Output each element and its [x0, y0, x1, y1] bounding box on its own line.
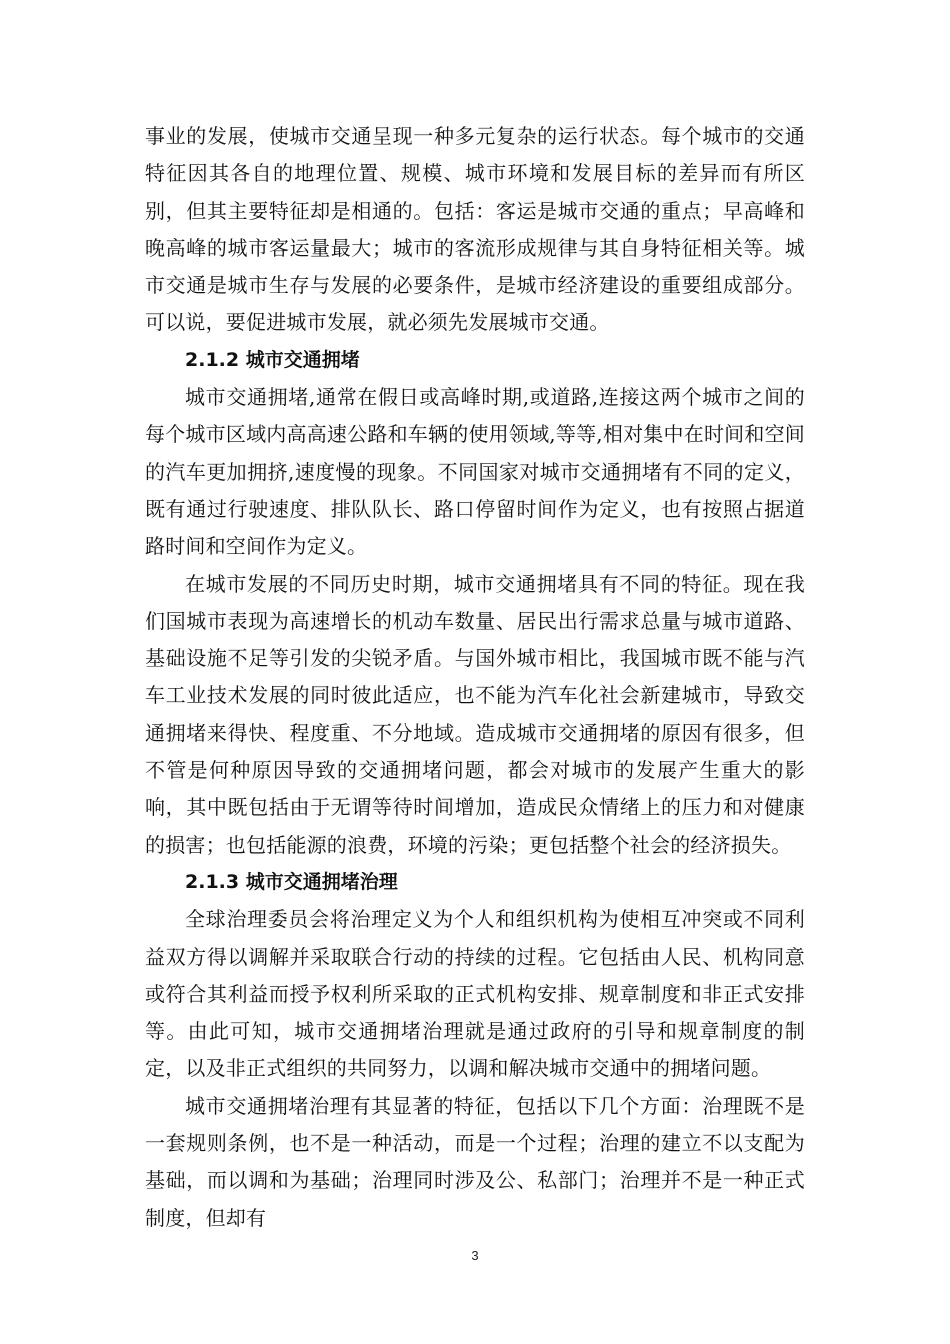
paragraph-urban-traffic-features: 事业的发展，使城市交通呈现一种多元复杂的运行状态。每个城市的交通特征因其各自的地理位置、规模、城市环境和发展目标的差异而有所区别，但其主要特征却是相通的。包括：客运是城市交通的重点；早高峰和晚高峰的城市客运量最大；城市的客流形成规律与其自身特征相关等。城市交通是城市生存与发展的必要条件，是城市经济建设的重要组成部分。可以说，要促进城市发展，就必须先发展城市交通。 [145, 124, 805, 335]
section-heading-2-1-2: 2.1.2 城市交通拥堵 [185, 348, 360, 371]
page-body [145, 118, 805, 1237]
paragraph-congestion-definition: 城市交通拥堵,通常在假日或高峰时期,或道路,连接这两个城市之间的每个城市区域内高高速公路和车辆的使用领域,等等,相对集中在时间和空间的汽车更加拥挤,速度慢的现象。不同国家对城市交通拥堵有不同的定义，既有通过行驶速度、排队队长、路口停留时间作为定义，也有按照占据道路时间和空间作为定义。 [145, 385, 805, 559]
paragraph-governance-definition: 全球治理委员会将治理定义为个人和组织机构为使相互冲突或不同利益双方得以调解并采取联合行动的持续的过程。它包括由人民、机构同意或符合其利益而授予权利所采取的正式机构安排、规章制度和非正式安排等。由此可知，城市交通拥堵治理就是通过政府的引导和规章制度的制定，以及非正式组织的共同努力，以调和解决城市交通中的拥堵问题。 [145, 907, 805, 1081]
section-heading-2-1-3: 2.1.3 城市交通拥堵治理 [185, 870, 398, 893]
paragraph-governance-features: 城市交通拥堵治理有其显著的特征，包括以下几个方面：治理既不是一套规则条例，也不是一种活动，而是一个过程；治理的建立不以支配为基础，而以调和为基础；治理同时涉及公、私部门；治理并不是一种正式制度，但却有 [145, 1093, 805, 1230]
page-number: 3 [471, 1248, 479, 1263]
paragraph-congestion-features: 在城市发展的不同历史时期，城市交通拥堵具有不同的特征。现在我们国城市表现为高速增长的机动车数量、居民出行需求总量与城市道路、基础设施不足等引发的尖锐矛盾。与国外城市相比，我国城市既不能与汽车工业技术发展的同时彼此适应，也不能为汽车化社会新建城市，导致交通拥堵来得快、程度重、不分地域。造成城市交通拥堵的原因有很多，但不管是何种原因导致的交通拥堵问题，都会对城市的发展产生重大的影响，其中既包括由于无谓等待时间增加，造成民众情绪上的压力和对健康的损害；也包括能源的浪费，环境的污染；更包括整个社会的经济损失。 [145, 571, 805, 857]
